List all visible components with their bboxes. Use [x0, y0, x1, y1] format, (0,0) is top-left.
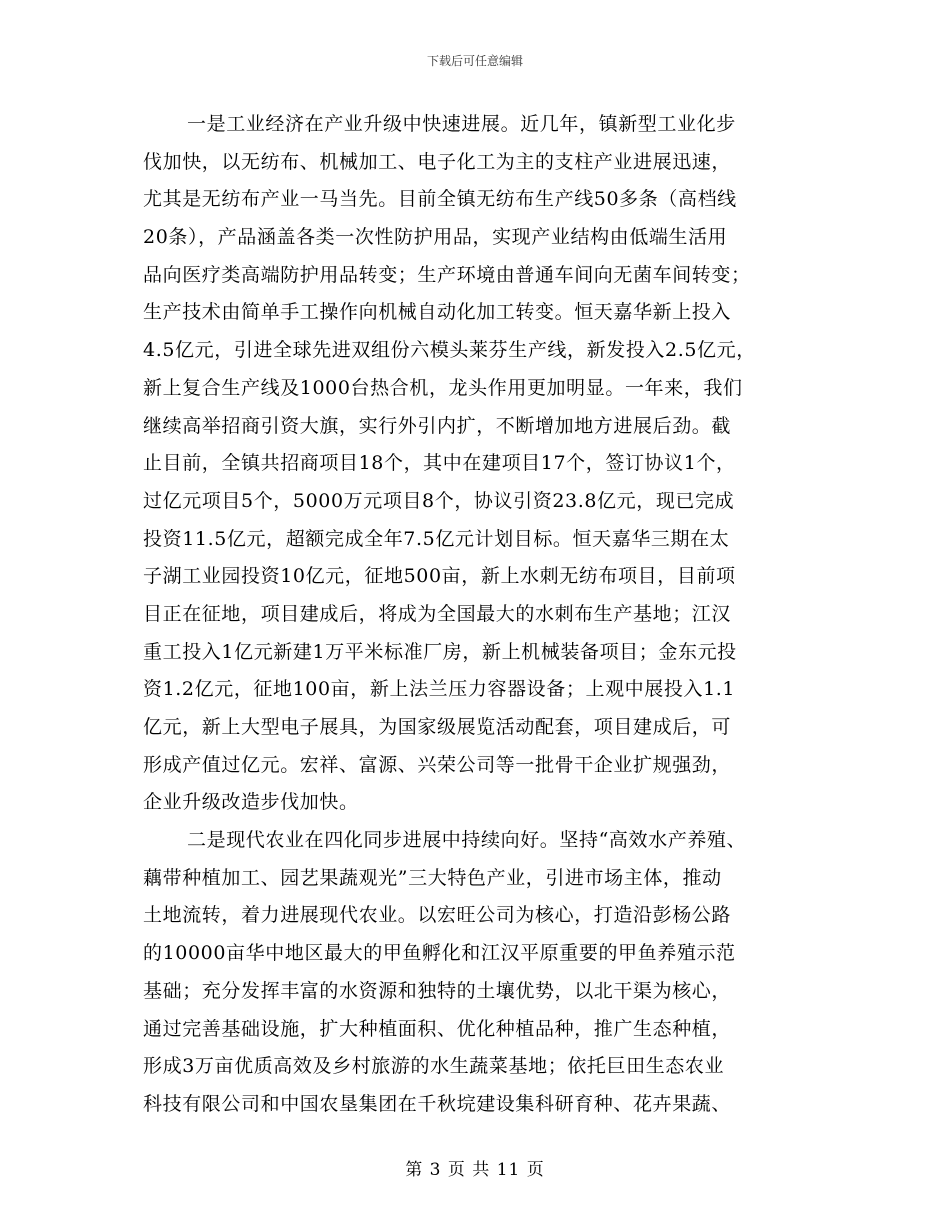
text-line: 通过完善基础设施，扩大种植面积、优化种植品种，推广生态种植， [143, 1017, 732, 1040]
page-number: 第 3 页 共 11 页 [405, 1160, 545, 1180]
text-line: 重工投入1亿元新建1万平米标准厂房，新上机械装备项目；金东元投 [143, 640, 737, 663]
page-header-note: 下载后可任意编辑 [426, 54, 523, 68]
text-line: 20条），产品涵盖各类一次性防护用品，实现产业结构由低端生活用 [143, 226, 728, 249]
text-line: 亿元，新上大型电子展具，为国家级展览活动配套，项目建成后，可 [143, 716, 732, 738]
text-line: 的10000亩华中地区最大的甲鱼孵化和江汉平原重要的甲鱼养殖示范 [143, 942, 736, 965]
text-line: 止目前，全镇共招商项目18个，其中在建项目17个，签订协议1个， [143, 452, 736, 475]
text-line: 形成产值过亿元。宏祥、富源、兴荣公司等一批骨干企业扩规强劲， [143, 753, 732, 776]
text-line: 形成3万亩优质高效及乡村旅游的水生蔬菜基地；依托巨田生态农业 [143, 1055, 725, 1078]
paragraph-agriculture [143, 822, 823, 1124]
text-line: 4.5亿元，引进全球先进双组份六模头莱芬生产线，新发投入2.5亿元， [143, 339, 756, 362]
text-line: 企业升级改造步伐加快。 [143, 791, 359, 814]
text-line: 藕带种植加工、园艺果蔬观光”三大特色产业，引进市场主体，推动 [143, 866, 722, 889]
text-line: 基础；充分发挥丰富的水资源和独特的土壤优势，以北干渠为核心， [143, 979, 732, 1002]
text-line: 子湖工业园投资10亿元，征地500亩，新上水刺无纺布项目，目前项 [143, 565, 736, 588]
text-line: 伐加快，以无纺布、机械加工、电子化工为主的支柱产业进展迅速， [143, 150, 732, 173]
text-line: 生产技术由简单手工操作向机械自动化加工转变。恒天嘉华新上投入 [143, 301, 732, 324]
text-line: 品向医疗类高端防护用品转变；生产环境由普通车间向无菌车间转变； [143, 263, 751, 286]
text-line: 二是现代农业在四化同步进展中持续向好。坚持“高效水产养殖、 [187, 829, 747, 852]
text-line: 过亿元项目5个，5000万元项目8个，协议引资23.8亿元，现已完成 [143, 489, 735, 512]
text-line: 尤其是无纺布产业一马当先。目前全镇无纺布生产线50多条（高档线 [143, 188, 737, 211]
text-line: 科技有限公司和中国农垦集团在千秋垸建设集科研育种、花卉果蔬、 [143, 1092, 732, 1115]
text-line: 资1.2亿元，征地100亩，新上法兰压力容器设备；上观中展投入1.1 [143, 678, 736, 701]
document-body [143, 106, 823, 1124]
paragraph-industry [143, 106, 823, 822]
text-line: 投资11.5亿元，超额完成全年7.5亿元计划目标。恒天嘉华三期在太 [143, 527, 730, 550]
text-line: 新上复合生产线及1000台热合机，龙头作用更加明显。一年来，我们 [143, 376, 743, 399]
text-line: 土地流转，着力进展现代农业。以宏旺公司为核心，打造沿彭杨公路 [143, 904, 732, 927]
text-line: 继续高举招商引资大旗，实行外引内扩，不断增加地方进展后劲。截 [143, 414, 732, 437]
text-line: 目正在征地，项目建成后，将成为全国最大的水刺布生产基地；江汉 [143, 602, 732, 625]
text-line: 一是工业经济在产业升级中快速进展。近几年，镇新型工业化步 [187, 113, 736, 135]
